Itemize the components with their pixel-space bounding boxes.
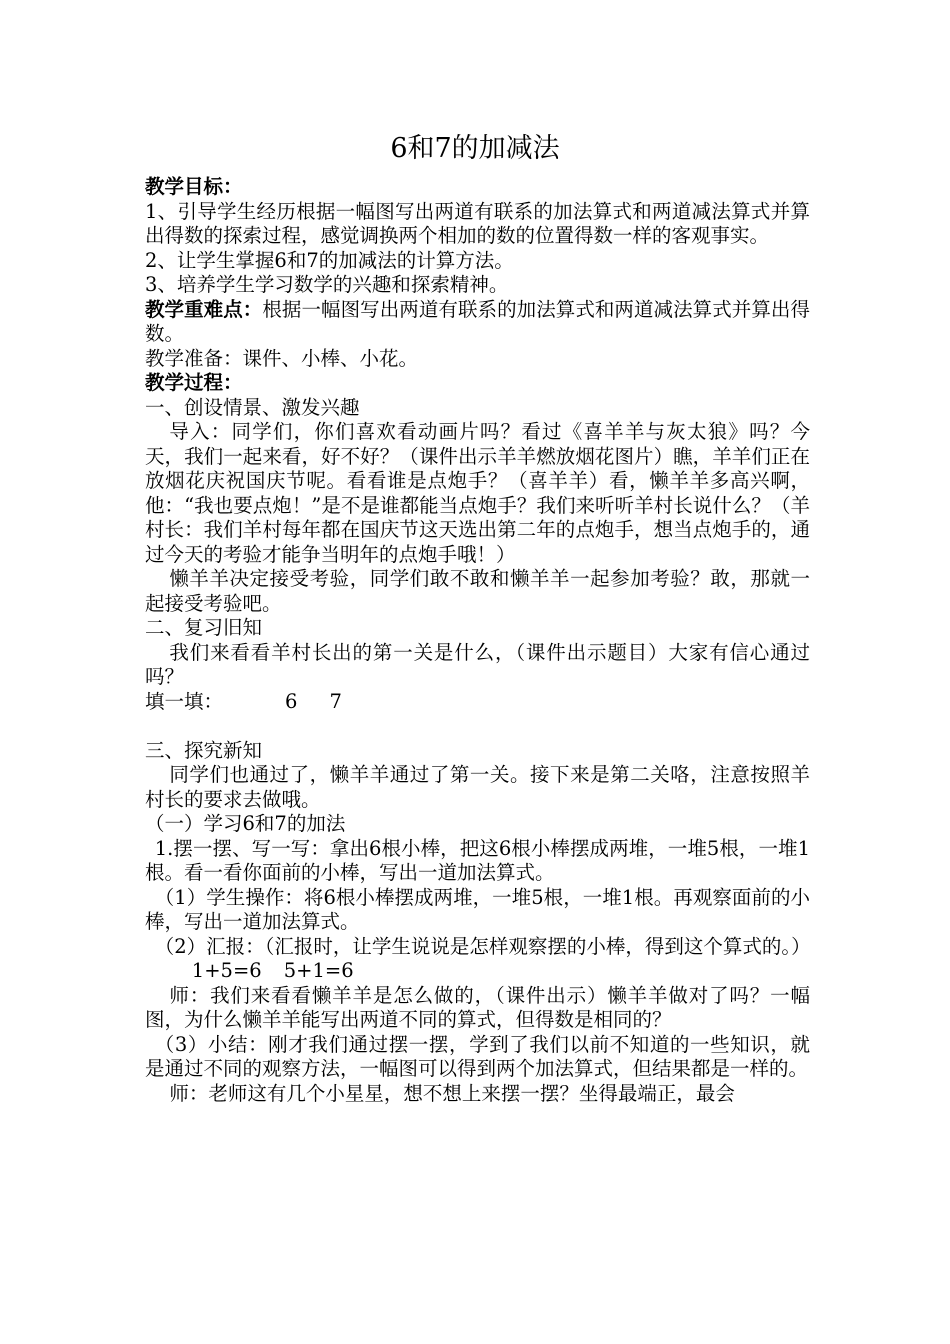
goal-item-3: 3、培养学生学习数学的兴趣和探索精神。 bbox=[145, 273, 509, 296]
key-points-paragraph bbox=[145, 298, 810, 347]
key-points-text: 根据一幅图写出两道有联系的加法算式和两道减法算式并算出得数。 bbox=[145, 297, 810, 345]
teacher-paragraph-2: 师：老师这有几个小星星，想不想上来摆一摆？坐得最端正，最会 bbox=[169, 1081, 735, 1105]
blank-line bbox=[145, 714, 810, 739]
process-heading: 教学过程： bbox=[145, 371, 243, 394]
section1-title: 一、创设情景、激发兴趣 bbox=[145, 395, 360, 419]
goal-item-2: 2、让学生掌握6和7的加减法的计算方法。 bbox=[145, 248, 514, 272]
section2-paragraph-1: 我们来看看羊村长出的第一关是什么，（课件出示题目）大家有信心通过吗？ bbox=[145, 640, 810, 688]
key-points-label: 教学重难点： bbox=[145, 297, 263, 321]
section1-paragraph-1: 导入：同学们，你们喜欢看动画片吗？看过《喜羊羊与灰太狼》吗？今天，我们一起来看，好不好？（课件出示羊羊燃放烟花图片）瞧，羊羊们正在放烟花庆祝国庆节呢。看看谁是点炮手？（喜羊羊）看，懒羊羊多高兴啊，他：“我也要点炮！”是不是谁都能当点炮手？我们来听听羊村长说什么？（羊村长：我们羊村每年都在国庆节这天选出第二年的点炮手，想当点炮手的，通过今天的考验才能争当明年的点炮手哦！） bbox=[145, 420, 810, 566]
page-title: 6和7的加减法 bbox=[390, 133, 560, 164]
section3-title: 三、探究新知 bbox=[145, 738, 263, 762]
section1-paragraph-2: 懒羊羊决定接受考验，同学们敢不敢和懒羊羊一起参加考验？敢，那就一起接受考验吧。 bbox=[145, 567, 810, 615]
section2-title: 二、复习旧知 bbox=[145, 616, 263, 639]
goal-item-1: 1、引导学生经历根据一幅图写出两道有联系的加法算式和两道减法算式并算出得数的探索过程，感觉调换两个相加的数的位置得数一样的客观事实。 bbox=[145, 199, 810, 247]
teacher-paragraph-1: 师：我们来看看懒羊羊是怎么做的，（课件出示）懒羊羊做对了吗？一幅图，为什么懒羊羊能写出两道不同的算式，但得数是相同的？ bbox=[145, 983, 810, 1031]
equation-1: 1+5=6 bbox=[191, 959, 262, 982]
step1-1-paragraph: （1）学生操作：将6根小棒摆成两堆，一堆5根，一堆1根。再观察面前的小棒，写出一道加法算式。 bbox=[145, 885, 810, 933]
fill-number-7: 7 bbox=[329, 689, 342, 713]
fill-label: 填一填： bbox=[145, 689, 224, 713]
fill-line bbox=[145, 690, 810, 715]
step1-2-paragraph: （2）汇报：（汇报时，让学生说说是怎样观察摆的小棒，得到这个算式的。） bbox=[154, 934, 811, 958]
step1-3-paragraph: （3）小结：刚才我们通过摆一摆，学到了我们以前不知道的一些知识，就是通过不同的观察方法，一幅图可以得到两个加法算式，但结果都是一样的。 bbox=[145, 1032, 810, 1080]
equation-2: 5+1=6 bbox=[283, 959, 354, 982]
equation-line bbox=[145, 959, 810, 984]
fill-number-6: 6 bbox=[285, 689, 298, 713]
section3-paragraph-1: 同学们也通过了，懒羊羊通过了第一关。接下来是第二关咯，注意按照羊村长的要求去做哦。 bbox=[145, 763, 810, 811]
goals-heading: 教学目标： bbox=[145, 175, 243, 198]
sub1-title: （一）学习6和7的加法 bbox=[145, 812, 346, 835]
document-body bbox=[145, 175, 810, 1106]
preparation-line: 教学准备：课件、小棒、小花。 bbox=[145, 346, 419, 370]
step1-paragraph: 1.摆一摆、写一写：拿出6根小棒，把这6根小棒摆成两堆，一堆5根，一堆1根。看一看你面前的小棒，写出一道加法算式。 bbox=[145, 836, 810, 884]
